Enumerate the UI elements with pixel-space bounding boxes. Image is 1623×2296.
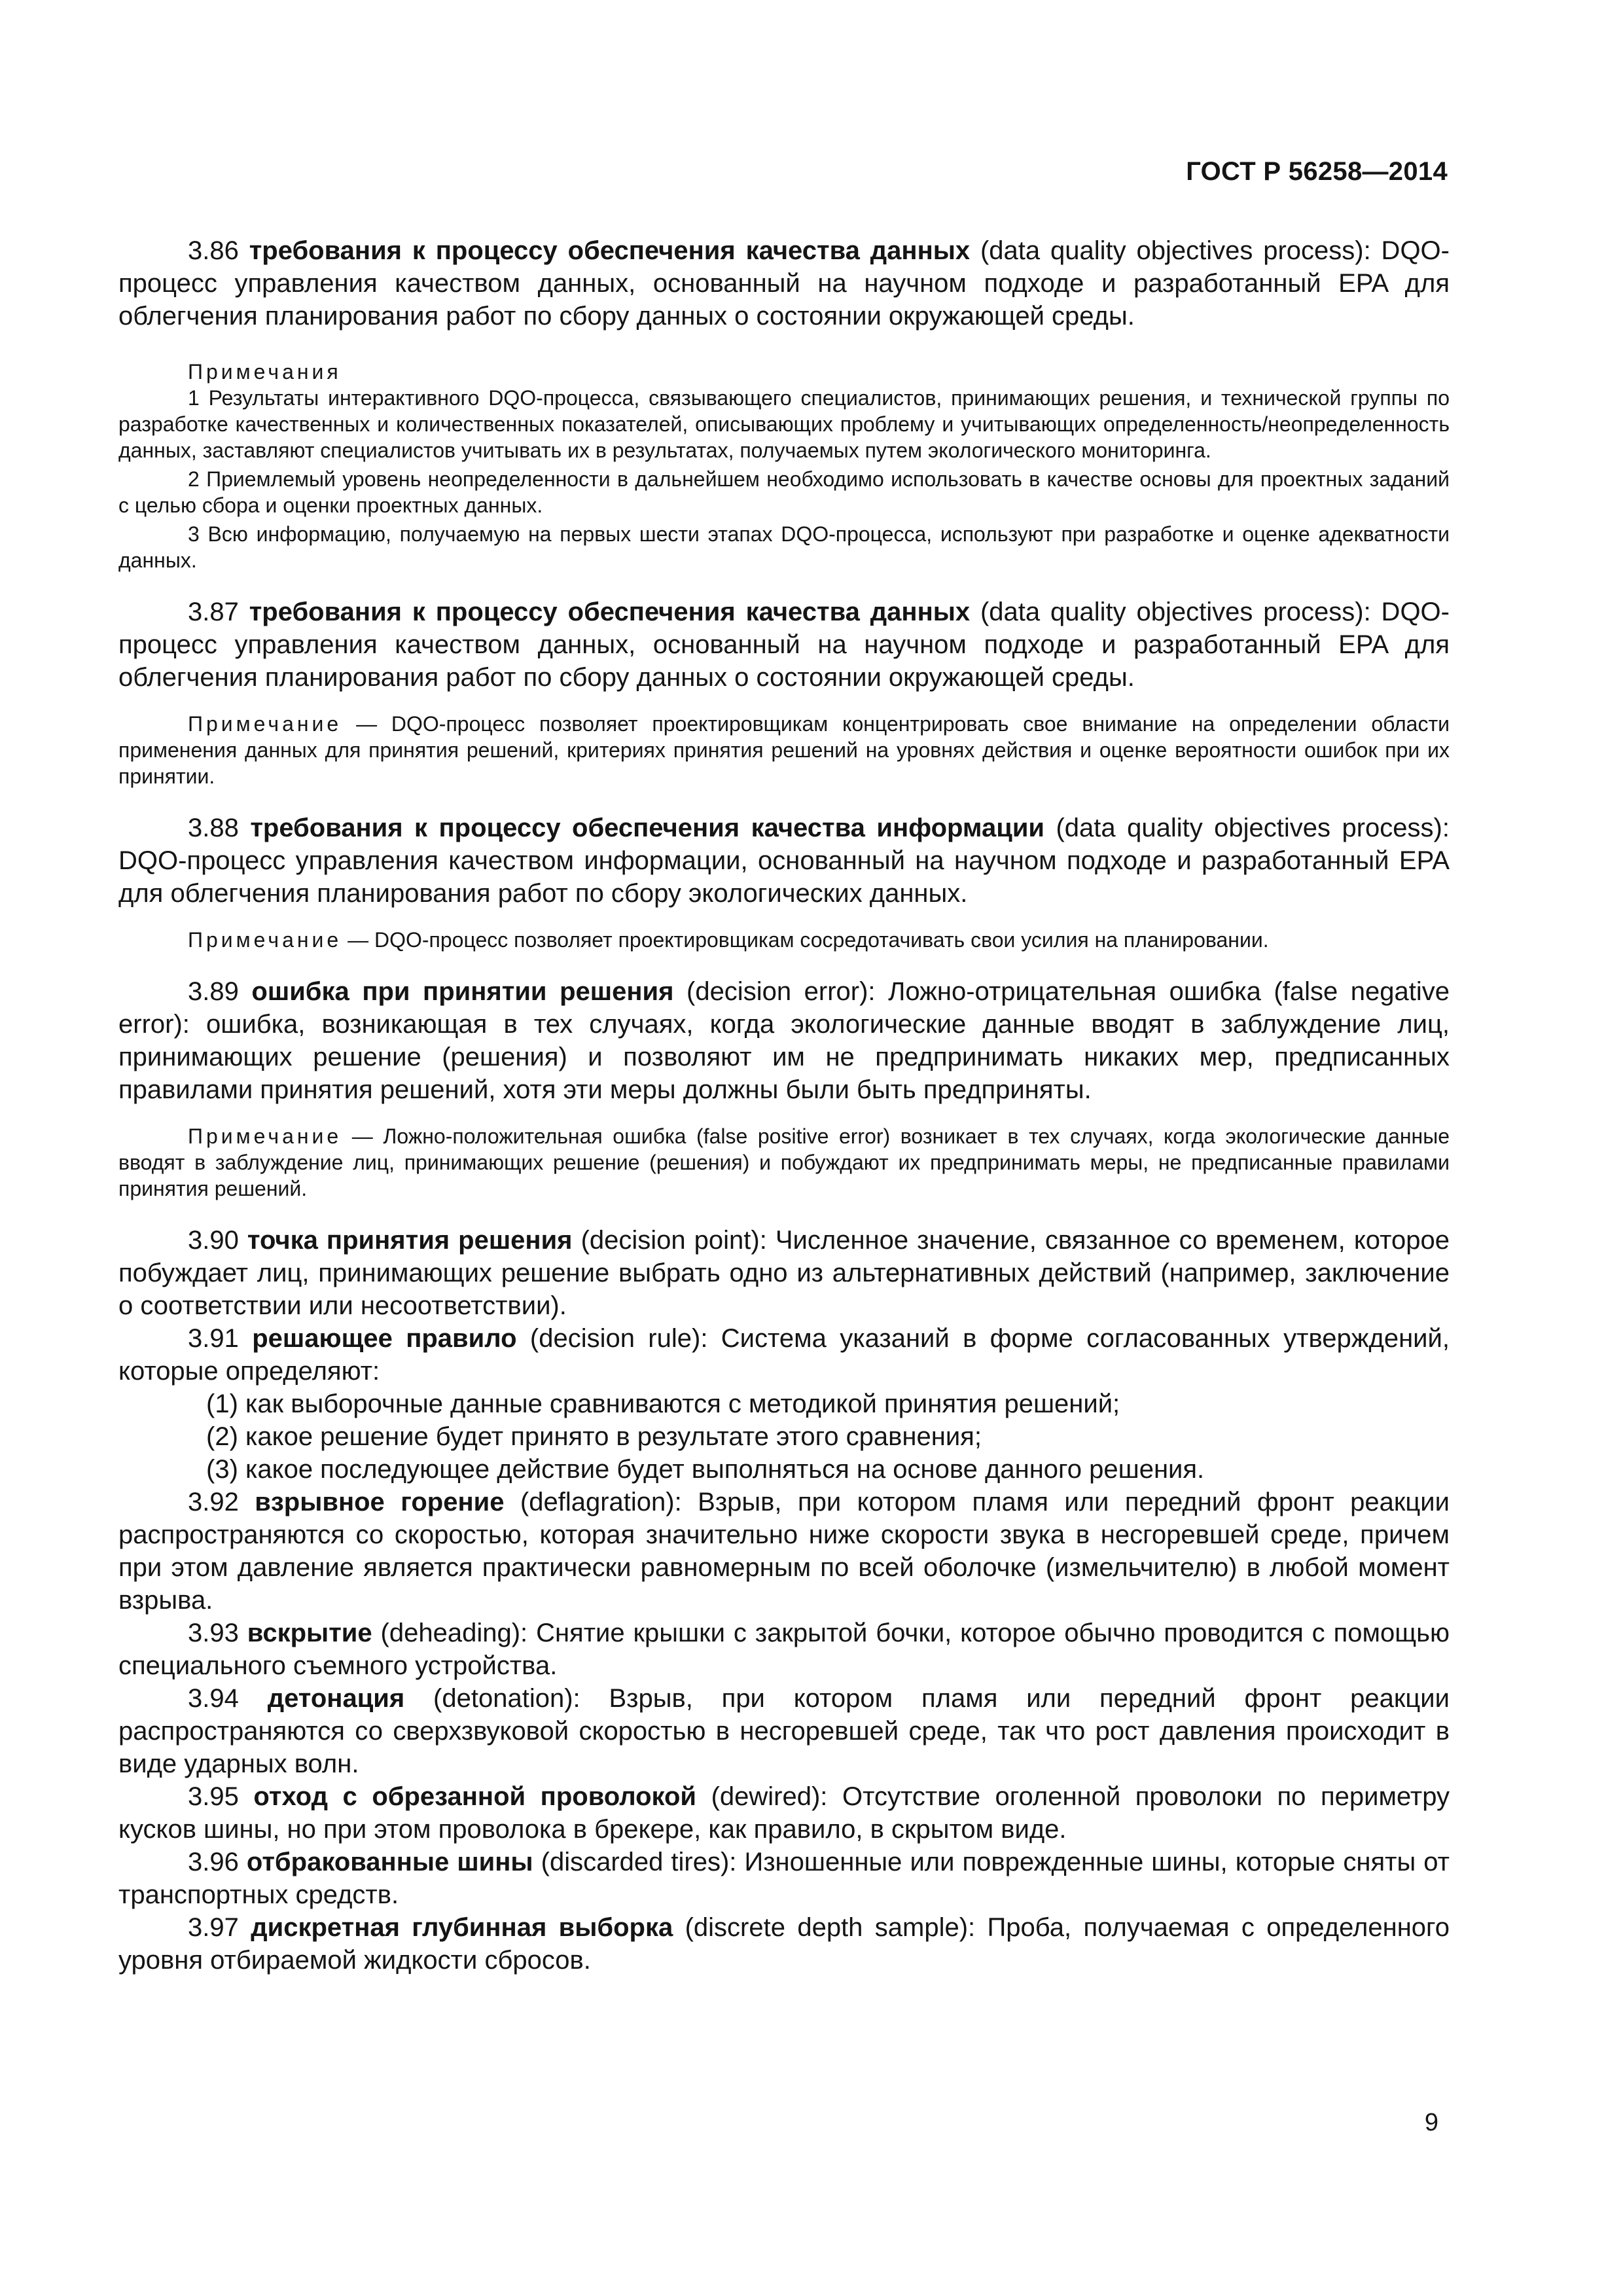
note-2: 2 Приемлемый уровень неопределенности в дальнейшем необходимо использовать в качестве основы для проектных заданий с целью сбора и оценки проектных данных. <box>118 467 1450 517</box>
term-number: 3.95 <box>188 1782 239 1811</box>
term-title: точка принятия решения <box>247 1226 573 1255</box>
term-entry-3-97 <box>118 1911 1450 1977</box>
term-title: детонация <box>267 1684 405 1713</box>
term-entry-3-91 <box>118 1322 1450 1388</box>
note-label: Примечание <box>188 928 342 952</box>
term-title: требования к процессу обеспечения качества данных <box>249 598 971 626</box>
term-number: 3.87 <box>188 598 239 626</box>
term-title: требования к процессу обеспечения качества информации <box>250 814 1045 842</box>
term-title: отход с обрезанной проволокой <box>253 1782 697 1811</box>
term-title: вскрытие <box>247 1619 372 1647</box>
term-number: 3.93 <box>188 1619 239 1647</box>
term-definition: (discrete depth sample): Проба, получаемая с определенного уровня отбираемой жидкости сбросов. <box>118 1913 1450 1975</box>
term-entry-3-90 <box>118 1224 1450 1322</box>
page-number: 9 <box>1424 2109 1438 2136</box>
document-body <box>118 234 1450 1977</box>
term-title: ошибка при принятии решения <box>251 977 674 1006</box>
note-text: — DQO-процесс позволяет проектировщикам сосредотачивать свои усилия на планировании. <box>342 928 1269 952</box>
term-entry-3-95 <box>118 1780 1450 1846</box>
term-definition: (detonation): Взрыв, при котором пламя или передний фронт реакции распространяются со сверхзвуковой скоростью в несгоревшей среде, так что рост давления происходит в виде ударных волн. <box>118 1684 1450 1778</box>
notes-heading: Примечания <box>188 360 342 384</box>
term-entry-3-89 <box>118 975 1450 1106</box>
term-number: 3.94 <box>188 1684 239 1713</box>
term-number: 3.90 <box>188 1226 239 1255</box>
term-definition: (discarded tires): Изношенные или поврежденные шины, которые сняты от транспортных средств. <box>118 1848 1450 1909</box>
list-item-1: (1) как выборочные данные сравниваются с методикой принятия решений; <box>206 1390 1120 1418</box>
term-number: 3.91 <box>188 1324 239 1353</box>
term-entry-3-96 <box>118 1846 1450 1911</box>
term-number: 3.86 <box>188 236 239 265</box>
note-3: 3 Всю информацию, получаемую на первых шести этапах DQO-процесса, используют при разработке и оценке адекватности данных. <box>118 522 1450 572</box>
note-1: 1 Результаты интерактивного DQO-процесса, связывающего специалистов, принимающих решения, и технической группы по разработке качественных и количественных показателей, описывающих проблему и учитывающих определенность/неопределенность данных, заставляют специалистов учитывать их в результатах, получаемых путем экологического мониторинга. <box>118 386 1450 462</box>
term-entry-3-87 <box>118 596 1450 694</box>
term-number: 3.92 <box>188 1488 239 1516</box>
note-text: — DQO-процесс позволяет проектировщикам концентрировать свое внимание на определении области применения данных для принятия решений, критериях принятия решений на уровнях действия и оценке вероятности ошибок при их принятии. <box>118 712 1450 788</box>
term-number: 3.89 <box>188 977 239 1006</box>
term-title: требования к процессу обеспечения качества данных <box>249 236 971 265</box>
term-definition: (decision point): Численное значение, связанное со временем, которое побуждает лиц, принимающих решение выбрать одно из альтернативных действий (например, заключение о соответствии или несоответствии). <box>118 1226 1450 1320</box>
note-3-88 <box>118 927 1450 953</box>
term-number: 3.88 <box>188 814 239 842</box>
note-3-89 <box>118 1123 1450 1202</box>
document-code: ГОСТ Р 56258—2014 <box>1186 157 1448 186</box>
term-number: 3.97 <box>188 1913 239 1942</box>
note-label: Примечание <box>188 712 342 736</box>
note-text: — Ложно-положительная ошибка (false positive error) возникает в тех случаях, когда экологические данные вводят в заблуждение лиц, принимающих решение (решения) и побуждают их предпринимать меры, не предписанные правилами принятия решений. <box>118 1124 1450 1200</box>
term-entry-3-86 <box>118 234 1450 332</box>
term-definition: (deflagration): Взрыв, при котором пламя или передний фронт реакции распространяются со скоростью, которая значительно ниже скорости звука в несгоревшей среде, причем при этом давление является практически равномерным по всей оболочке (измельчителю) в любой момент взрыва. <box>118 1488 1450 1615</box>
term-entry-3-94 <box>118 1682 1450 1780</box>
term-definition: (decision error): Ложно-отрицательная ошибка (false negative error): ошибка, возникающая в тех случаях, когда экологические данные вводят в заблуждение лиц, принимающих решение (решения) и позволяют им не предпринимать никаких мер, предписанных правилами принятия решений, хотя эти меры должны были быть предприняты. <box>118 977 1450 1104</box>
term-definition: (data quality objectives process): DQO-процесс управления качеством информации, основанный на научном подходе и разработанный EPA для облегчения планирования работ по сбору экологических данных. <box>118 814 1450 908</box>
term-entry-3-93 <box>118 1617 1450 1682</box>
note-label: Примечание <box>188 1124 342 1148</box>
term-entry-3-88 <box>118 812 1450 910</box>
term-definition: (dewired): Отсутствие оголенной проволоки по периметру кусков шины, но при этом проволока в брекере, как правило, в скрытом виде. <box>118 1782 1450 1844</box>
term-definition: (data quality objectives process): DQO-процесс управления качеством данных, основанный на научном подходе и разработанный EPA для облегчения планирования работ по сбору данных о состоянии окружающей среды. <box>118 598 1450 692</box>
term-title: дискретная глубинная выборка <box>251 1913 673 1942</box>
note-3-87 <box>118 711 1450 789</box>
term-title: взрывное горение <box>255 1488 505 1516</box>
term-title: отбракованные шины <box>246 1848 533 1876</box>
term-entry-3-92 <box>118 1486 1450 1617</box>
list-item-2: (2) какое решение будет принято в результате этого сравнения; <box>206 1422 982 1451</box>
term-title: решающее правило <box>252 1324 517 1353</box>
list-item-3: (3) какое последующее действие будет выполняться на основе данного решения. <box>206 1455 1205 1484</box>
term-definition: (decision rule): Система указаний в форме согласованных утверждений, которые определяют: <box>118 1324 1450 1386</box>
term-definition: (data quality objectives process): DQO-процесс управления качеством данных, основанный на научном подходе и разработанный EPA для облегчения планирования работ по сбору данных о состоянии окружающей среды. <box>118 236 1450 331</box>
term-definition: (deheading): Снятие крышки с закрытой бочки, которое обычно проводится с помощью специального съемного устройства. <box>118 1619 1450 1680</box>
term-number: 3.96 <box>188 1848 239 1876</box>
